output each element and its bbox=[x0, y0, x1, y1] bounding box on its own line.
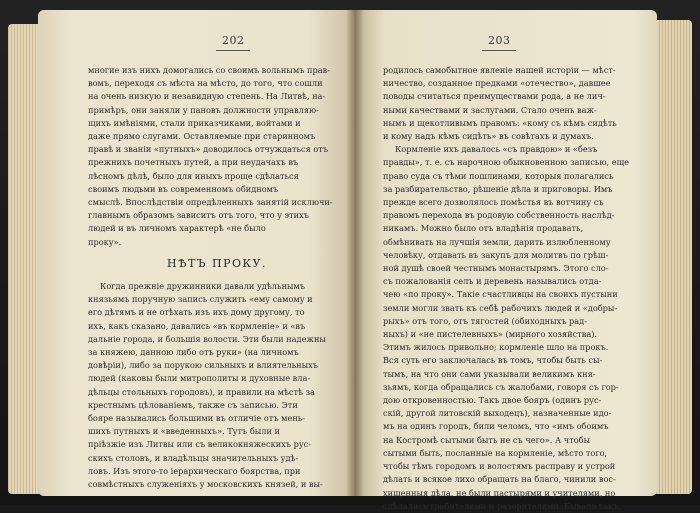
text-line: многие изъ нихъ домогались со своимъ вольнымъ прав- bbox=[88, 65, 330, 75]
left-page bbox=[38, 10, 356, 496]
text-line: Кормленіе ихъ давалось «съ правдою» и «безъ bbox=[395, 144, 598, 155]
text-line: тымъ, на что они сами указывали великимъ кня- bbox=[383, 368, 596, 379]
text-line: сдѣлались грабителями и разорителями. Бывало такъ, bbox=[383, 500, 622, 511]
text-line: своимъ людьми въ современномъ обидномъ bbox=[88, 183, 279, 194]
text-line: чтобы тѣмъ городомъ и волостямъ расправу и устрой bbox=[383, 461, 616, 472]
text-line: совмѣстныхъ служеніяхъ у московскихъ князей, и вы- bbox=[88, 479, 323, 490]
right-page-paragraphs bbox=[383, 64, 641, 513]
text-line: щихъ имѣніями, стали приказчиками, войтами и bbox=[88, 117, 301, 128]
text-line: главнымъ образомъ зависитъ отъ того, что у этихъ bbox=[88, 210, 309, 221]
left-page-number-rule bbox=[216, 50, 250, 51]
text-line: ныхъ) и «не пистелевныхъ» (мирного хозяйства). bbox=[383, 329, 598, 340]
text-line: человѣку, отдавать въ закупъ для молитвъ по грѣш- bbox=[383, 249, 609, 260]
text-line: ловъ. Изъ этого-то іерархическаго боярства, при bbox=[88, 465, 301, 476]
right-page-number: 203 bbox=[488, 34, 511, 47]
text-line: прежнихъ почетныхъ путей, а при неудачахъ въ bbox=[88, 157, 299, 168]
text-line: дѣлать и всякое лихо обращать на благо, чинили вос- bbox=[383, 474, 616, 485]
text-line: ной душѣ своей честнымъ монастырямъ. Этого сло- bbox=[383, 263, 609, 274]
text-line: на очень низкую и незавидную степень. На Литвѣ, на- bbox=[88, 91, 326, 102]
text-line: земли могли звать къ себѣ рабочихъ людей и «добры- bbox=[383, 302, 618, 313]
text-line: примѣръ, они заняли у пановъ должности управляю- bbox=[88, 104, 319, 115]
text-line: ихъ, какъ сказано, давались «въ кормленіе» и «въ bbox=[88, 320, 306, 331]
text-line: рыхъ» отъ того, отъ тягостей (обиходныхъ рад- bbox=[383, 315, 587, 326]
text-line: ными качествами и заслугами. Стало очень важ- bbox=[383, 104, 597, 115]
section-heading: НѢТЪ ПРОКУ. bbox=[166, 256, 267, 270]
text-line: мъ на одинъ городъ, били челомъ, что «имъ обоимъ bbox=[383, 421, 609, 432]
text-line: и кому надъ кѣмъ сидѣть» въ совѣтахъ и думахъ. bbox=[383, 131, 594, 142]
text-line: ничество, созданное предками «отечество», давшее bbox=[383, 78, 611, 89]
right-page-number-rule bbox=[482, 50, 516, 51]
text-line: вомъ, переходя съ мѣста на мѣсто, до того, что сошли bbox=[88, 78, 323, 89]
text-line: поводы считаться преимуществами рода, а не лич- bbox=[383, 91, 606, 102]
text-line: зьямъ, когда обращались съ жалобами, говоря съ гор- bbox=[383, 381, 619, 392]
text-line: за княжею, данною либо отъ руки» (на личномъ bbox=[88, 347, 299, 358]
text-line: за разбирательство, рѣшеніе дѣла и приговоры. Имъ bbox=[383, 183, 613, 194]
text-line: крестнымъ цѣлованіемъ, также съ записью. Эти bbox=[88, 399, 298, 410]
left-page-paragraph-top bbox=[88, 64, 346, 249]
text-line: правѣ и званіи «путныхъ» доводилось отчуждаться отъ bbox=[88, 144, 329, 155]
text-line: даже прямо слугами. Оставляемые при старинномъ bbox=[88, 131, 316, 142]
right-page-edges bbox=[654, 20, 692, 494]
book-gutter-shadow bbox=[346, 10, 364, 496]
text-line: скихъ столовъ, и владѣльцы значительныхъ удѣ- bbox=[88, 452, 299, 463]
text-line: дальніе города, и большія волости. Эти были надежны bbox=[88, 333, 326, 344]
open-book bbox=[8, 6, 692, 511]
text-line: право суда съ тѣми пошлинами, которыя полагались bbox=[383, 170, 614, 181]
text-line: его дѣтямъ и не отѣхать изъ ихъ дому другому, то bbox=[88, 307, 305, 318]
left-page-number: 202 bbox=[222, 34, 245, 47]
text-line: родилось самобытное явленіе нашей исторіи — мѣст- bbox=[383, 65, 616, 75]
text-line: проку». bbox=[88, 236, 122, 247]
text-line: бояре назывались большими въ отличіе отъ мень- bbox=[88, 413, 306, 424]
text-line: лѣсномъ дѣлѣ, было для иныхъ проще сдѣлаться bbox=[88, 170, 299, 181]
text-line: смыслѣ. Впослѣдствіи опредѣленныхъ занятій исключи- bbox=[88, 197, 333, 208]
text-line: хищенныя дѣла, не были пастырями и учителями, но bbox=[383, 487, 616, 498]
text-line: сытыми быть, посланные на кормленіе, мѣсто того, bbox=[383, 447, 608, 458]
text-line: чею «по проку». Такіе счастливцы на своихъ пустыни bbox=[383, 289, 618, 300]
text-line: съ пожалованія селъ и деревень назывались отда- bbox=[383, 276, 602, 287]
text-line: правды», т. е. съ нарочною обыкновенною записью, еще bbox=[383, 157, 630, 168]
text-line: прежде всего дозволялось помѣстья въ вотчину съ bbox=[383, 197, 604, 208]
text-line: шихъ путныхъ и «введенныхъ». Тутъ были и bbox=[88, 426, 280, 437]
text-line: людей (каковы были митрополиты и духовные вла- bbox=[88, 373, 311, 384]
left-page-body bbox=[88, 64, 346, 491]
right-page-body bbox=[383, 64, 641, 513]
text-line: обмѣнивать на лучшія земли, дарить излюбленному bbox=[383, 236, 611, 247]
text-line: князьямъ поручную запись служить «ему самому и bbox=[88, 294, 313, 305]
text-line: довѣріи), либо за порукою сильныхъ и влиятельныхъ bbox=[88, 360, 318, 371]
text-line: Когда прежніе дружинники давали удѣльнымъ bbox=[100, 281, 305, 292]
text-line: людей и въ личномъ характерѣ «не было bbox=[88, 223, 266, 234]
right-page bbox=[355, 10, 657, 511]
text-line: на Костромѣ сытыми быть не съ чего». А чтобы bbox=[383, 434, 591, 445]
text-line: Вся суть его заключалась въ томъ, чтобы быть сы- bbox=[383, 355, 603, 366]
text-line: Этимъ жилось привольно; кормленіе шло на прокъ. bbox=[383, 342, 609, 353]
text-line: никамъ. Можно было отъ владѣнія продавать, bbox=[383, 223, 584, 234]
text-line: дѣльцы стольныхъ городовъ), и правили на мѣстѣ за bbox=[88, 386, 315, 397]
text-line: дою откровенностью. Такъ двое бояръ (одинъ рус- bbox=[383, 395, 602, 406]
text-line: пріѣзжіе изъ Литвы или съ великокняжескихъ рус- bbox=[88, 439, 311, 450]
text-line: нымъ и щекотливымъ правомъ: «кому съ кѣмъ сидѣть bbox=[383, 117, 617, 128]
text-line: правомъ перехода въ родовую собственность наслѣд- bbox=[383, 210, 615, 221]
text-line: скій, другой литовскій выходецъ), назначенные идо- bbox=[383, 408, 612, 419]
left-page-paragraph-bottom bbox=[88, 280, 346, 491]
